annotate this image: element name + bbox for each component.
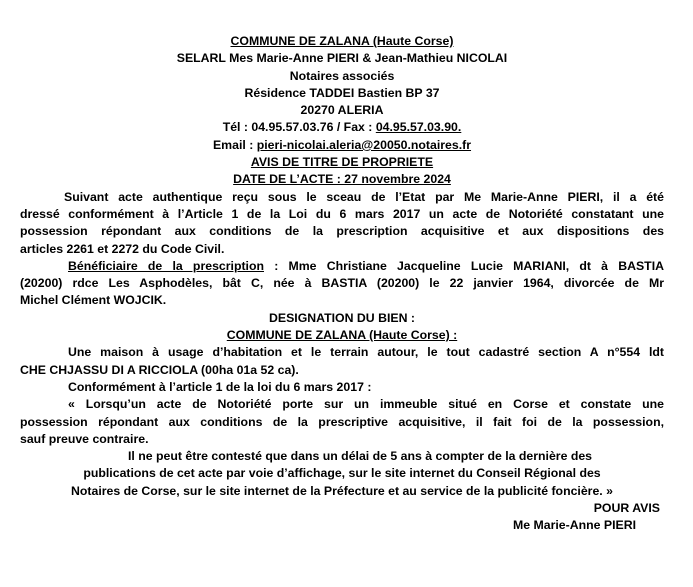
conformement-line: Conformément à l’article 1 de la loi du 6 mars 2017 : (68, 379, 372, 394)
intro-line-1: Suivant acte authentique reçu sous le sceau de l’Etat par Me Marie-Anne PIERI, il a été (64, 189, 664, 204)
notice-document (20, 33, 664, 535)
header-email-line: Email : pieri-nicolai.aleria@20050.notaires.fr (212, 137, 472, 152)
date-acte: DATE DE L’ACTE : 27 novembre 2024 (233, 172, 451, 187)
pour-avis: POUR AVIS (593, 501, 660, 516)
beneficiaire-line-1: Bénéficiaire de la prescription : Mme Christiane Jacqueline Lucie MARIANI, dt à BASTIA (68, 258, 664, 273)
beneficiaire-line-3: Michel Clément WOJCIK. (20, 293, 167, 308)
intro-line-4: articles 2261 et 2272 du Code Civil. (20, 241, 225, 256)
quote-line-1: « Lorsqu’un acte de Notoriété porte sur un immeuble situé en Corse et constate une (68, 397, 664, 412)
avis-titre: AVIS DE TITRE DE PROPRIETE (250, 155, 434, 170)
contest-line-1: Il ne peut être contesté que dans un délai de 5 ans à compter de la dernière des (128, 449, 593, 464)
signataire: Me Marie-Anne PIERI (513, 518, 636, 533)
beneficiaire-label: Bénéficiaire de la prescription (68, 258, 264, 273)
designation-title: DESIGNATION DU BIEN : (269, 310, 415, 325)
designation-commune: COMMUNE DE ZALANA (Haute Corse) : (226, 328, 458, 343)
bien-line-2: CHE CHJASSU DI A RICCIOLA (00ha 01a 52 ca). (20, 362, 299, 377)
header-telephone-fax: Tél : 04.95.57.03.76 / Fax : 04.95.57.03.90. (222, 120, 462, 135)
header-residence: Résidence TADDEI Bastien BP 37 (244, 85, 440, 100)
bien-line-1: Une maison à usage d’habitation et le terrain autour, le tout cadastré section A n°554 ldt (68, 345, 664, 360)
header-notaires: Notaires associés (289, 68, 395, 83)
quote-line-2: possession répondant aux conditions de la prescriptive acquisitive, il fait foi de la possession, (20, 414, 664, 429)
quote-line-3: sauf preuve contraire. (20, 431, 149, 446)
intro-line-3: possession répondant aux conditions de la prescription acquisitive et aux dispositions des (20, 224, 664, 239)
fax-number: 04.95.57.03.90. (375, 120, 462, 135)
contest-line-2: publications de cet acte par voie d’affichage, sur le site internet du Conseil Régional des (83, 466, 601, 481)
intro-line-2: dressé conformément à l’Article 1 de la Loi du 6 mars 2017 un acte de Notoriété constatant une (20, 206, 664, 221)
beneficiaire-line-2: (20200) rdce Les Asphodèles, bât C, née à BASTIA (20200) le 22 janvier 1964, divorcée de Mr (20, 276, 664, 291)
contest-line-3: Notaires de Corse, sur le site internet de la Préfecture et au service de la publicité foncière. » (71, 483, 613, 498)
header-commune: COMMUNE DE ZALANA (Haute Corse) (230, 34, 454, 48)
header-selarl: SELARL Mes Marie-Anne PIERI & Jean-Mathieu NICOLAI (176, 51, 508, 66)
header-ville: 20270 ALERIA (300, 103, 384, 118)
email-link[interactable]: pieri-nicolai.aleria@20050.notaires.fr (256, 137, 472, 152)
